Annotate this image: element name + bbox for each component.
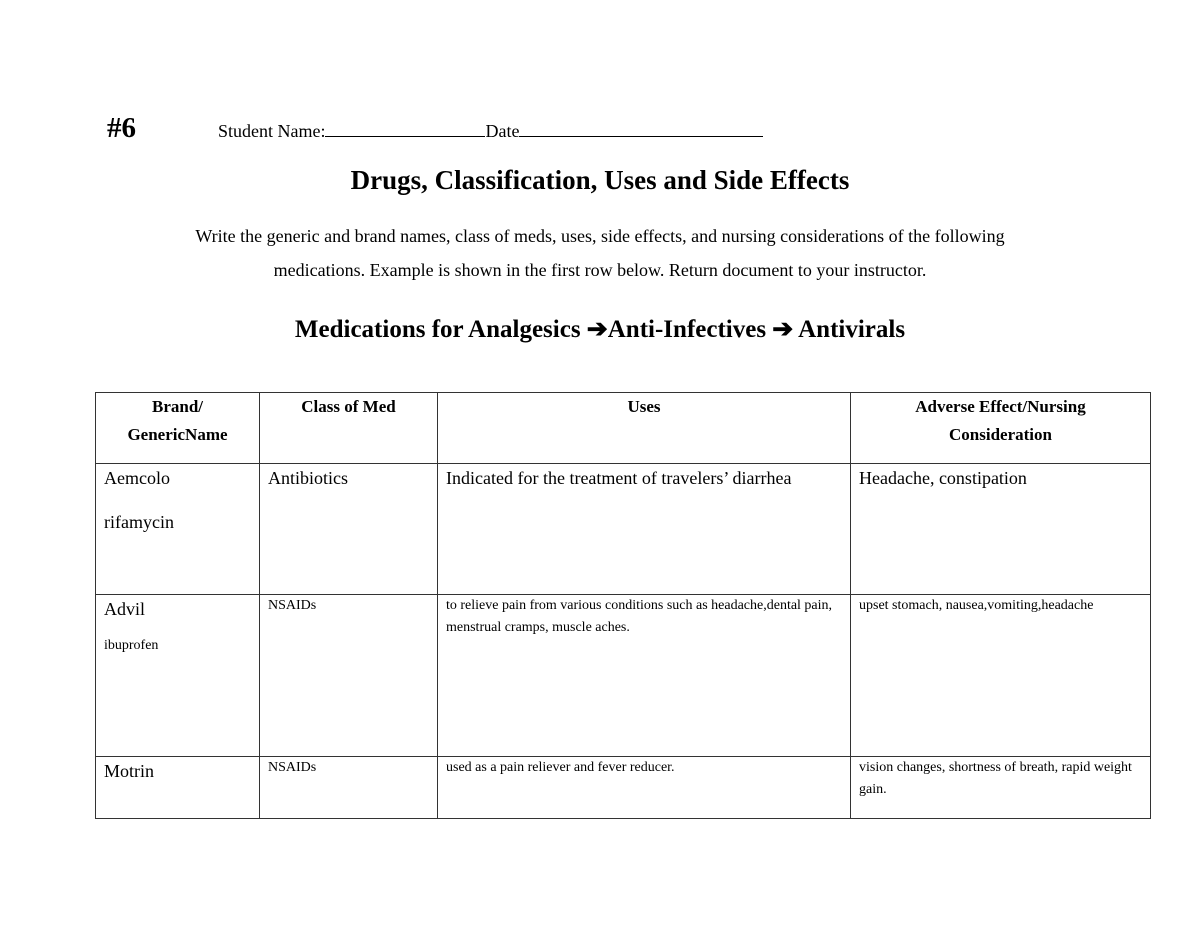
instructions-line-1: Write the generic and brand names, class of meds, uses, side effects, and nursing considerations of the following: [195, 226, 1005, 246]
header-brand-line1: Brand/: [151, 397, 204, 416]
cell-adverse: upset stomach, nausea,vomiting,headache: [851, 595, 1151, 757]
cell-class: NSAIDs: [260, 757, 438, 819]
student-name-label: Student Name:: [218, 121, 326, 141]
assignment-number: #6: [107, 112, 136, 144]
cell-class: NSAIDs: [260, 595, 438, 757]
cell-uses: used as a pain reliever and fever reducer.: [438, 757, 851, 819]
generic-name: rifamycin: [104, 512, 174, 532]
student-name-field[interactable]: [325, 120, 485, 137]
student-info-line: [218, 120, 763, 142]
header-adverse: [851, 393, 1151, 464]
cell-uses: Indicated for the treatment of travelers’ diarrhea: [438, 464, 851, 595]
date-label: Date: [485, 121, 520, 141]
page-title: Drugs, Classification, Uses and Side Effects: [350, 165, 850, 195]
medications-table: [95, 392, 1151, 819]
table-row: [96, 464, 1151, 595]
table-header-row: [96, 393, 1151, 464]
brand-name: Advil: [104, 599, 146, 619]
cell-adverse: Headache, constipation: [851, 464, 1151, 595]
cell-adverse: vision changes, shortness of breath, rapid weight gain.: [851, 757, 1151, 819]
header-brand-generic: [96, 393, 260, 464]
instructions-line-2: medications. Example is shown in the first row below. Return document to your instructor.: [273, 260, 927, 280]
header-uses: Uses: [438, 393, 851, 464]
brand-name: Aemcolo: [104, 468, 170, 488]
cell-brand-generic: [96, 464, 260, 595]
header-brand-line2: GenericName: [127, 425, 228, 444]
cell-uses: to relieve pain from various conditions such as headache,dental pain, menstrual cramps, muscle aches.: [438, 595, 851, 757]
cell-brand-generic: [96, 595, 260, 757]
table-row: [96, 595, 1151, 757]
date-field[interactable]: [519, 120, 763, 137]
cell-brand-generic: [96, 757, 260, 819]
instructions: [110, 219, 1090, 287]
section-subtitle: Medications for Analgesics ➔Anti-Infectives ➔ Antivirals: [294, 316, 906, 343]
table-row: [96, 757, 1151, 819]
generic-name: ibuprofen: [104, 638, 159, 653]
brand-name: Motrin: [104, 761, 155, 781]
header-class: Class of Med: [260, 393, 438, 464]
cell-class: Antibiotics: [260, 464, 438, 595]
header-adverse-line2: Consideration: [949, 425, 1052, 444]
header-adverse-line1: Adverse Effect/Nursing: [915, 397, 1086, 416]
